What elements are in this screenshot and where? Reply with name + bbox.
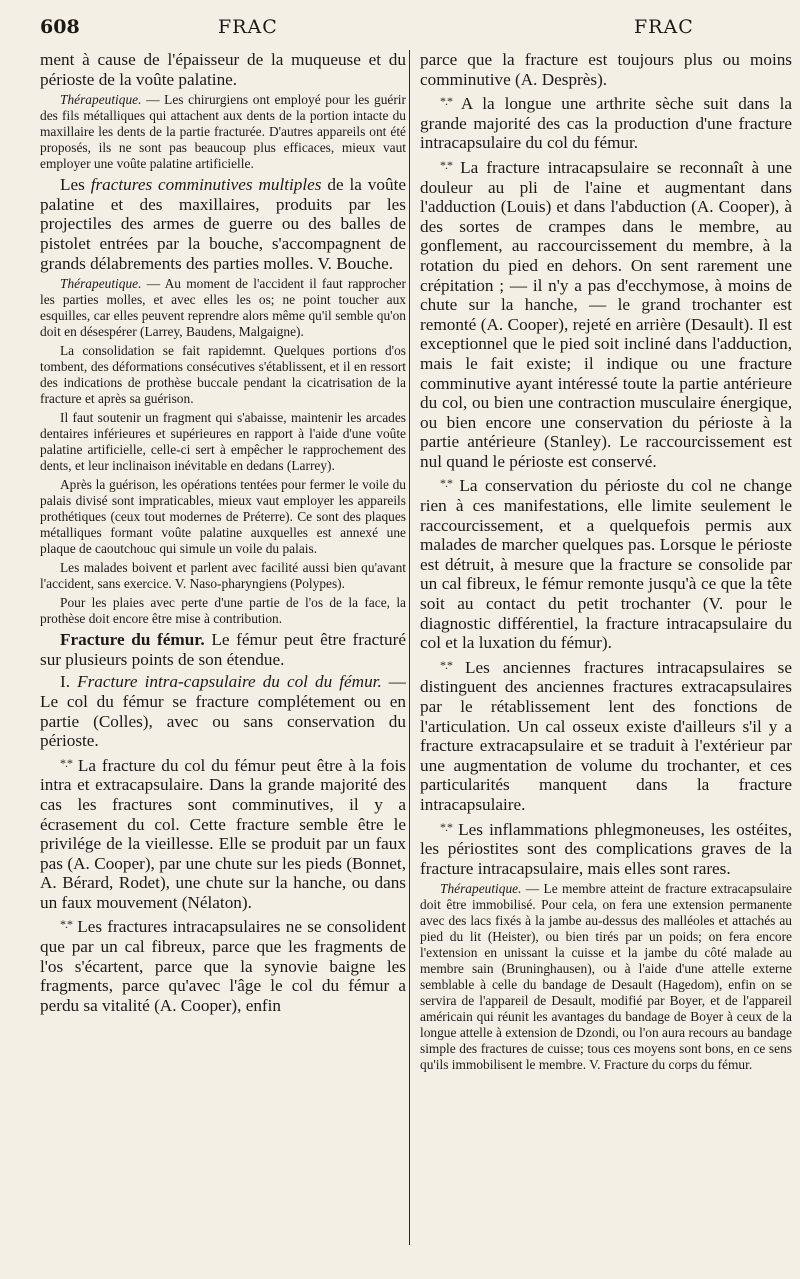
- paragraph-text: — Les chirurgiens ont employé pour les guérir des fils métalliques qui attachent aux dents de la portion intacte du maxillaire les dents de la partie fracturée. D'autres appareils ont été proposés, ils ne sont pas beaucoup plus efficaces, mieux vaut employer une voûte palatine artificielle.: [40, 92, 406, 172]
- paragraph-text: Les inflammations phlegmoneuses, les ostéites, les périostites sont des complications graves de la fracture intracapsulaire, mais elles sont rares.: [420, 819, 792, 878]
- paragraph: [420, 818, 792, 879]
- paragraph: [40, 276, 406, 340]
- paragraph: [420, 156, 792, 472]
- paragraph-text: de la voûte palatine et des maxillaires, produits par les projectiles des armes de guerre ou des balles de pistolet entrées par la bouche, s'accompagnent de grands délabrements des parties molles. V. Bouche.: [40, 175, 406, 273]
- left-column: [40, 50, 406, 1018]
- asterism-mark: *.*: [440, 819, 452, 834]
- paragraph: [40, 410, 406, 474]
- paragraph-text: A la longue une arthrite sèche suit dans la grande majorité des cas la production d'une fracture intracapsulaire du col du fémur.: [420, 94, 792, 153]
- asterism-mark: *.*: [60, 755, 72, 770]
- running-head-left: FRAC: [218, 16, 278, 38]
- paragraph: [420, 881, 792, 1073]
- asterism-mark: *.*: [440, 94, 452, 109]
- paragraph-text: La fracture du col du fémur peut être à la fois intra et extracapsulaire. Dans la grande majorité des cas les fractures sont comminutives, il y a écrasement du col. Cette fracture semble être le privilége de la vieillesse. Elle se produit par un faux pas (A. Cooper), par une chute sur les pieds (Bonnet, A. Bérard, Rodet), une chute sur la hanche, ou dans un faux mouvement (Nélaton).: [40, 755, 406, 912]
- paragraph-text: Après la guérison, les opérations tentées pour fermer le voile du palais divisé sont impraticables, mieux vaut employer les appareils prothétiques (ceux tout modernes de Préterre). Ce sont des plaques métalliques formant voûte palatine auxquelles est annexé une plaque de caoutchouc qui simule un voile du palais.: [40, 477, 406, 557]
- paragraph-text: — Le col du fémur se fracture complétement ou en partie (Colles), avec ou sans conservation du périoste.: [40, 672, 406, 751]
- paragraph: [40, 92, 406, 172]
- section-label: Thérapeutique.: [440, 881, 522, 897]
- section-label: Thérapeutique.: [60, 276, 142, 292]
- italic-term: Fracture intra-capsulaire du col du fémur.: [77, 672, 382, 692]
- section-label: Thérapeutique.: [60, 92, 142, 108]
- paragraph-text: Pour les plaies avec perte d'une partie de l'os de la face, la prothèse doit encore être mise à contribution.: [40, 595, 406, 627]
- page-number: 608: [40, 16, 80, 38]
- asterism-mark: *.*: [440, 157, 452, 172]
- paragraph: [40, 477, 406, 557]
- paragraph-text: Il faut soutenir un fragment qui s'abaisse, maintenir les arcades dentaires inférieures et supérieures en rapport à l'aide d'une voûte palatine artificielle, celle-ci sert à empêcher le rapprochement des dents, et leur inclinaison inévitable en dedans (Larrey).: [40, 410, 406, 474]
- column-divider: [409, 50, 410, 1245]
- paragraph-text: Les malades boivent et parlent avec facilité aussi bien qu'avant l'accident, sans exercice. V. Naso-pharyngiens (Polypes).: [40, 560, 406, 592]
- paragraph: [40, 560, 406, 592]
- italic-term: fractures comminutives multiples: [90, 175, 322, 195]
- running-head-right: FRAC: [634, 16, 694, 38]
- paragraph-text: Les fractures intracapsulaires ne se consolident que par un cal fibreux, parce que les fragments de l'os s'écartent, parce que la synovie baigne les fragments, parce qu'avec l'âge le col du fémur a perdu sa vitalité (A. Cooper), enfin: [40, 917, 406, 1015]
- paragraph-text: La fracture intracapsulaire se reconnaît à une douleur au pli de l'aine et augmentant dans l'adduction (Louis) et dans l'abduction (A. Cooper), à des sortes de crampes dans le membre, au gonflement, au raccourcissement du membre, à la rotation du pied en dehors. On sent rarement une crépitation ; — il n'y a pas d'ecchymose, à moins de chute sur la hanche, — le grand trochanter est remonté (A. Cooper), rejeté en arrière (Desault). Il est exceptionnel que le pied soit incliné dans l'adduction, mais le fait existe; il indique ou une fracture comminutive ayant intéressé toute la partie antérieure du col, ou bien une contraction musculaire énergique, ou bien encore une conservation du périoste à la partie antérieure (Stanley). Le raccourcissement est nul quand le périoste est conservé.: [420, 157, 792, 471]
- paragraph-text: — Au moment de l'accident il faut rapprocher les parties molles, et avec elles les os; ne point toucher aux esquilles, car elles peuvent reprendre alors même qu'il semble qu'on doit en désespérer (Larrey, Baudens, Malgaigne).: [40, 276, 406, 340]
- paragraph-text: parce que la fracture est toujours plus ou moins comminutive (A. Desprès).: [420, 50, 792, 89]
- paragraph: [420, 50, 792, 89]
- paragraph: [420, 92, 792, 153]
- paragraph: [420, 474, 792, 652]
- paragraph-text: La consolidation se fait rapidemnt. Quelques portions d'os tombent, des déformations consécutives s'établissent, et il en ressort des indications de prothèse buccale pendant la cicatrisation de la fracture et après sa guérison.: [40, 343, 406, 407]
- paragraph: [40, 754, 406, 913]
- paragraph-text: Les: [60, 175, 91, 195]
- paragraph-text: I.: [60, 672, 78, 692]
- paragraph: [40, 343, 406, 407]
- paragraph-text: Les anciennes fractures intracapsulaires se distinguent des anciennes fractures extracapsulaires par le rétablissement lent des fonctions de l'articulation. Un cal osseux existe d'ailleurs s'il y a fracture extracapsulaire et se traduit à l'extérieur par une augmentation de volume du trochanter, et ces particularités manquent dans la fracture intracapsulaire.: [420, 657, 792, 814]
- paragraph: [40, 595, 406, 627]
- right-column: [420, 50, 792, 1076]
- page-header: [40, 16, 786, 46]
- paragraph: [40, 915, 406, 1015]
- paragraph-text: ment à cause de l'épaisseur de la muqueuse et du périoste de la voûte palatine.: [40, 50, 406, 89]
- paragraph-text: La conservation du périoste du col ne change rien à ces manifestations, elle limite seulement le raccourcissement, et a quelquefois permis aux malades de marcher quelques pas. Lorsque le périoste est détruit, à mesure que la fracture se consolide par un cal fibreux, le fémur remonte jusqu'à ce que la tête soit au contact du petit trochanter (V. pour le diagnostic différentiel, la fracture intracapsulaire du col et la luxation du fémur).: [420, 476, 792, 653]
- entry-heading: Fracture du fémur.: [60, 630, 205, 650]
- paragraph-text: Le fémur peut être fracturé sur plusieurs points de son étendue.: [40, 630, 406, 669]
- paragraph: [40, 50, 406, 89]
- paragraph-text: — Le membre atteint de fracture extracapsulaire doit être immobilisé. Pour cela, on fera une extension permanente avec des lacs fixés à la jambe au-dessus des malléoles et attachés au pied du lit (Heister), ou bien tirés par un poids; on fera encore l'extension en unissant la cuisse et la jambe du côté malade au membre sain (Bruninghausen), ou à l'aide d'une attelle externe semblable à celle du bandage de Desault (Hagedom), enfin on se servira de l'appareil de Desault, modifié par Boyer, et de l'appareil américain qui réunit les avantages du bandage de Boyer à ceux de la longue attelle à extension de Dzondi, ou l'on aura recours au bandage simple des fractures de cuisse; tous ces moyens sont bons, en ce sens qu'ils immobilisent le membre. V. Fracture du corps du fémur.: [420, 881, 792, 1073]
- paragraph: [420, 656, 792, 815]
- paragraph: [40, 630, 406, 669]
- asterism-mark: *.*: [440, 476, 452, 491]
- paragraph: [40, 672, 406, 750]
- asterism-mark: *.*: [60, 917, 72, 932]
- asterism-mark: *.*: [440, 657, 452, 672]
- paragraph: [40, 175, 406, 273]
